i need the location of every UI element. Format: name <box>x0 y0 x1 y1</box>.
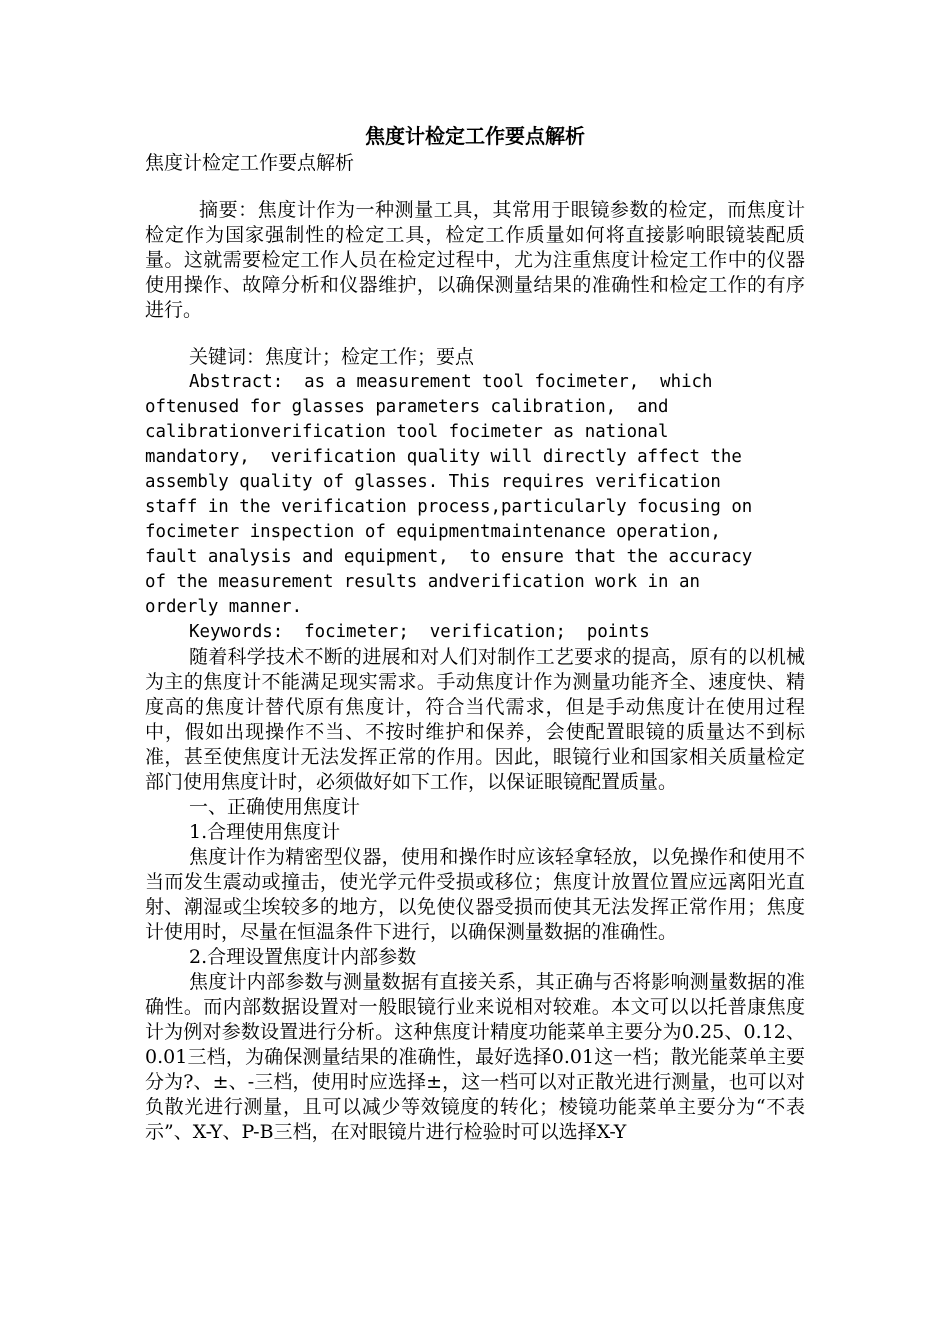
keywords-en: Keywords: focimeter; verification; points <box>189 622 650 642</box>
document-title: 焦度计检定工作要点解析 <box>365 124 585 148</box>
subsection-heading: 1.合理使用焦度计 <box>189 821 341 843</box>
abstract-en-line: oftenused for glasses parameters calibration, and <box>145 397 669 417</box>
subsection-heading: 2.合理设置焦度计内部参数 <box>189 946 417 968</box>
abstract-en-line: orderly manner. <box>145 597 303 617</box>
abstract-en-line: staff in the verification process,particularly focusing on <box>145 497 753 517</box>
body-paragraph: 焦度计内部参数与测量数据有直接关系，其正确与否将影响测量数据的准确性。而内部数据设置对一般眼镜行业来说相对较难。本文可以以托普康焦度计为例对参数设置进行分析。这种焦度计精度功能菜单主要分为0.25、0.12、0.01三档，为确保测量结果的准确性，最好选择0.01这一档；散光能菜单主要分为?、±、-三档，使用时应选择±，这一档可以对正散光进行测量，也可以对负散光进行测量，且可以减少等效镜度的转化；棱镜功能菜单主要分为“不表示”、X-Y、P-B三档，在对眼镜片进行检验时可以选择X-Y <box>145 971 805 1143</box>
abstract-en-line: calibrationverification tool focimeter as national <box>145 422 669 442</box>
body-paragraph: 焦度计作为精密型仪器，使用和操作时应该轻拿轻放，以免操作和使用不当而发生震动或撞击，使光学元件受损或移位；焦度计放置位置应远离阳光直射、潮湿或尘埃较多的地方，以免使仪器受损而使其无法发挥正常作用；焦度计使用时，尽量在恒温条件下进行，以确保测量数据的准确性。 <box>145 846 805 943</box>
abstract-en-line: assembly quality of glasses. This requires verification <box>145 472 721 492</box>
section-heading: 一、正确使用焦度计 <box>189 796 361 818</box>
abstract-en-line: mandatory, verification quality will directly affect the <box>145 447 742 467</box>
abstract-en-line: Abstract: as a measurement tool focimeter, which <box>189 372 713 392</box>
abstract-en-line: focimeter inspection of equipmentmaintenance operation, <box>145 522 721 542</box>
abstract-cn: 摘要：焦度计作为一种测量工具，其常用于眼镜参数的检定，而焦度计检定作为国家强制性的检定工具，检定工作质量如何将直接影响眼镜装配质量。这就需要检定工作人员在检定过程中，尤为注重焦度计检定工作中的仪器使用操作、故障分析和仪器维护，以确保测量结果的准确性和检定工作的有序进行。 <box>145 199 805 321</box>
intro-paragraph: 随着科学技术不断的进展和对人们对制作工艺要求的提高，原有的以机械为主的焦度计不能满足现实需求。手动焦度计作为测量功能齐全、速度快、精度高的焦度计替代原有焦度计，符合当代需求，但是手动焦度计在使用过程中，假如出现操作不当、不按时维护和保养，会使配置眼镜的质量达不到标准，甚至使焦度计无法发挥正常的作用。因此，眼镜行业和国家相关质量检定部门使用焦度计时，必须做好如下工作，以保证眼镜配置质量。 <box>145 646 805 793</box>
spacer <box>145 323 805 345</box>
abstract-en-line: fault analysis and equipment, to ensure that the accuracy <box>145 547 753 567</box>
document-subtitle: 焦度计检定工作要点解析 <box>145 152 355 174</box>
keywords-cn: 关键词：焦度计；检定工作；要点 <box>189 346 475 368</box>
abstract-en <box>145 370 805 620</box>
abstract-en-line: of the measurement results andverification work in an <box>145 572 700 592</box>
document-page <box>145 122 805 1145</box>
